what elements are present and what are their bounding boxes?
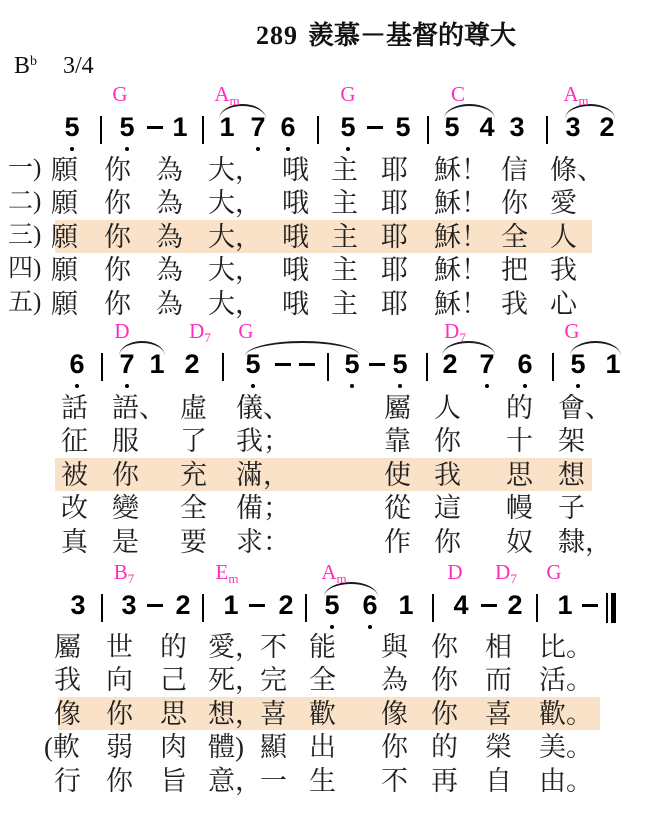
lyric-cell: 為 — [156, 222, 183, 252]
lyric-cell: 哦 — [282, 255, 309, 285]
barline — [317, 116, 319, 144]
lyric-cell: 相 — [485, 632, 512, 662]
hymn-title-text: 羨慕－基督的尊大 — [308, 21, 517, 50]
lyric-cell: 全 — [180, 493, 207, 523]
lyric-cell: 向 — [106, 665, 133, 695]
note-digit: 2 — [599, 112, 615, 142]
lyric-cell: 耶 — [381, 289, 408, 319]
lyric-cell: 穌！ — [434, 289, 488, 319]
lyric-cell: 你 — [381, 732, 408, 762]
lyric-cell: 你 — [431, 699, 458, 729]
note-digit: 3 — [121, 590, 137, 620]
note-digit: 5 — [444, 112, 460, 142]
chord-label — [214, 84, 239, 107]
lyric-cell: 像 — [381, 699, 408, 729]
lyric-cell: 你 — [434, 527, 461, 557]
lyric-cell: 屬 — [54, 632, 81, 662]
lyric-cell: 人 — [434, 393, 461, 423]
flat-symbol: b — [30, 54, 38, 69]
duration-dash — [299, 363, 315, 366]
lyric-cell: 愛 — [550, 188, 577, 218]
time-signature: 3/4 — [63, 53, 94, 79]
barline — [546, 116, 548, 144]
chord-suffix: 7 — [510, 571, 517, 586]
barline — [536, 594, 538, 622]
barline — [202, 116, 204, 144]
lyric-cell: 為 — [156, 188, 183, 218]
chord-root: C — [450, 82, 466, 106]
lyric-cell: 主 — [331, 155, 358, 185]
note-digit: 2 — [175, 590, 191, 620]
lyric-cell: 你 — [501, 188, 528, 218]
barline — [202, 594, 204, 622]
lyric-cell: 征 — [61, 426, 88, 456]
lyric-cell: 我 — [434, 460, 461, 490]
note-digit: 5 — [340, 112, 356, 142]
note-digit: 2 — [278, 590, 294, 620]
chord-label — [546, 562, 561, 585]
note-digit: 6 — [517, 349, 533, 379]
chord-suffix: m — [228, 571, 239, 586]
lyric-cell: 肉 — [160, 732, 187, 762]
octave-dot — [251, 384, 255, 388]
lyric-cell: 架 — [558, 426, 585, 456]
lyric-cell: 不 — [260, 632, 287, 662]
chord-root: D — [447, 560, 463, 584]
chord-label — [189, 321, 211, 344]
chord-label — [444, 321, 466, 344]
verse-number: 四) — [8, 255, 42, 282]
lyric-cell: 穌！ — [434, 155, 488, 185]
lyric-cell: 歡 — [309, 699, 336, 729]
lyric-cell: 願 — [51, 255, 78, 285]
lyric-cell: 我 — [550, 255, 577, 285]
note-digit: 5 — [64, 112, 80, 142]
octave-dot — [368, 625, 372, 629]
note-digit: 6 — [69, 349, 85, 379]
note-digit: 1 — [219, 112, 235, 142]
chord-label — [114, 562, 135, 585]
chord-suffix: m — [229, 93, 240, 108]
lyric-cell: 喜 — [260, 699, 287, 729]
chord-label — [451, 84, 465, 107]
lyric-cell: 的 — [160, 632, 187, 662]
lyric-cell: 你 — [431, 632, 458, 662]
lyric-cell: 屬 — [384, 393, 411, 423]
chord-label — [112, 84, 127, 107]
note-digit: 3 — [70, 590, 86, 620]
chord-root: D — [495, 560, 511, 584]
lyric-cell: 你 — [112, 460, 139, 490]
hymn-number: 289 — [256, 21, 298, 50]
lyric-cell: 奴 — [506, 527, 533, 557]
lyric-cell: 為 — [156, 289, 183, 319]
lyric-cell: 榮 — [485, 732, 512, 762]
lyric-cell: 出 — [309, 732, 336, 762]
note-digit: 7 — [250, 112, 266, 142]
barline — [305, 594, 307, 622]
key-signature — [14, 53, 94, 79]
lyric-cell: 生 — [309, 766, 336, 796]
lyric-cell: 的 — [431, 732, 458, 762]
duration-dash — [249, 604, 265, 607]
chord-label — [447, 562, 462, 585]
lyric-cell: 與 — [381, 632, 408, 662]
lyric-cell: 美。 — [539, 732, 593, 762]
final-barline-thin — [606, 593, 608, 623]
lyric-cell: 心 — [550, 289, 577, 319]
lyric-cell: 被 — [61, 460, 88, 490]
lyric-cell: 完 — [260, 665, 287, 695]
lyric-cell: 我； — [236, 426, 290, 456]
chord-label — [564, 321, 579, 344]
verse-number: 三) — [8, 222, 42, 249]
lyric-cell: 你 — [104, 155, 131, 185]
octave-dot — [485, 384, 489, 388]
barline — [101, 594, 103, 622]
lyric-cell: 想 — [558, 460, 585, 490]
lyric-cell: 由。 — [539, 766, 593, 796]
chord-root: B — [113, 560, 128, 584]
lyric-cell: 願 — [51, 188, 78, 218]
lyric-cell: 活。 — [539, 665, 593, 695]
chord-root: D — [444, 319, 460, 343]
lyric-cell: 是 — [112, 527, 139, 557]
octave-dot — [125, 384, 129, 388]
lyric-cell: 比。 — [539, 632, 593, 662]
note-digit: 5 — [119, 112, 135, 142]
lyric-cell: 死， — [208, 665, 262, 695]
lyric-cell: 全 — [309, 665, 336, 695]
verse-number: 五) — [8, 289, 42, 316]
chord-root: A — [214, 82, 230, 106]
lyric-cell: 歡。 — [539, 699, 593, 729]
lyric-cell: 像 — [54, 699, 81, 729]
octave-dot — [350, 384, 354, 388]
lyric-cell: 能 — [309, 632, 336, 662]
duration-dash — [369, 363, 385, 366]
octave-dot — [576, 384, 580, 388]
barline — [222, 353, 224, 381]
lyric-cell: 願 — [51, 155, 78, 185]
chord-root: G — [112, 82, 128, 106]
chord-root: A — [563, 82, 579, 106]
lyric-cell: 己 — [160, 665, 187, 695]
duration-dash — [275, 363, 291, 366]
note-digit: 1 — [557, 590, 573, 620]
octave-dot — [330, 625, 334, 629]
chord-root: A — [321, 560, 337, 584]
lyric-cell: 幔 — [506, 493, 533, 523]
lyric-cell: 顯 — [260, 732, 287, 762]
barline — [552, 353, 554, 381]
note-digit: 5 — [245, 349, 261, 379]
lyric-cell: 求： — [236, 527, 290, 557]
note-digit: 4 — [453, 590, 469, 620]
lyric-cell: 你 — [434, 426, 461, 456]
note-digit: 6 — [280, 112, 296, 142]
lyric-cell: 語、 — [112, 393, 166, 423]
lyric-cell: 耶 — [381, 188, 408, 218]
slur-arc — [245, 341, 360, 356]
lyric-cell: 我 — [501, 289, 528, 319]
octave-dot — [75, 384, 79, 388]
lyric-cell: 大， — [208, 289, 262, 319]
note-digit: 5 — [392, 349, 408, 379]
lyric-cell: 的 — [506, 393, 533, 423]
lyric-cell: 儀、 — [236, 393, 290, 423]
lyric-cell: 滿， — [236, 460, 290, 490]
note-digit: 5 — [344, 349, 360, 379]
lyric-cell: 改 — [61, 493, 88, 523]
lyric-cell: 把 — [501, 255, 528, 285]
lyric-cell: 信 — [501, 155, 528, 185]
note-digit: 2 — [442, 349, 458, 379]
chord-label — [321, 562, 346, 585]
lyric-cell: 旨 — [160, 766, 187, 796]
lyric-cell: 從 — [384, 493, 411, 523]
note-digit: 1 — [149, 349, 165, 379]
lyric-cell: 願 — [51, 289, 78, 319]
octave-dot — [125, 147, 129, 151]
chord-suffix: 7 — [127, 571, 135, 586]
chord-root: G — [238, 319, 254, 343]
lyric-cell: 大， — [208, 222, 262, 252]
lyric-cell: 隸， — [558, 527, 612, 557]
lyric-cell: 子 — [558, 493, 585, 523]
lyric-cell: 哦 — [282, 289, 309, 319]
note-digit: 1 — [398, 590, 414, 620]
lyric-cell: 作 — [384, 527, 411, 557]
note-digit: 5 — [570, 349, 586, 379]
lyric-cell: 會、 — [558, 393, 612, 423]
chord-label — [238, 321, 253, 344]
chord-root: D — [114, 319, 130, 343]
lyric-cell: 為 — [156, 255, 183, 285]
lyric-cell: 想， — [208, 699, 262, 729]
lyric-cell: 你 — [104, 222, 131, 252]
lyric-cell: 不 — [381, 766, 408, 796]
octave-dot — [398, 384, 402, 388]
lyric-cell: 一 — [260, 766, 287, 796]
lyric-cell: 意， — [208, 766, 262, 796]
lyric-cell: 喜 — [485, 699, 512, 729]
lyric-cell: 為 — [156, 155, 183, 185]
octave-dot — [256, 147, 260, 151]
duration-dash — [481, 604, 497, 607]
chord-label — [216, 562, 239, 585]
verse-number: 一) — [8, 155, 42, 182]
lyric-cell: 十 — [506, 426, 533, 456]
lyric-cell: 主 — [331, 188, 358, 218]
chord-label — [495, 562, 517, 585]
barline — [426, 353, 428, 381]
chord-suffix: 7 — [204, 330, 211, 345]
note-digit: 6 — [362, 590, 378, 620]
final-barline-thick — [611, 593, 616, 623]
octave-dot — [286, 147, 290, 151]
duration-dash — [582, 604, 598, 607]
lyric-cell: 你 — [106, 699, 133, 729]
lyric-cell: 主 — [331, 255, 358, 285]
lyric-cell: 大， — [208, 155, 262, 185]
octave-dot — [346, 147, 350, 151]
lyric-cell: 變 — [112, 493, 139, 523]
lyric-cell: 耶 — [381, 222, 408, 252]
lyric-cell: 體) — [208, 732, 244, 762]
chord-root: G — [546, 560, 562, 584]
lyric-cell: 靠 — [384, 426, 411, 456]
lyric-cell: 了 — [180, 426, 207, 456]
lyric-cell: 而 — [485, 665, 512, 695]
chord-root: D — [189, 319, 205, 343]
key-letter: B — [14, 53, 31, 79]
chord-root: G — [564, 319, 580, 343]
lyric-cell: 我 — [54, 665, 81, 695]
lyric-cell: 穌！ — [434, 255, 488, 285]
note-digit: 3 — [565, 112, 581, 142]
lyric-cell: 話 — [61, 393, 88, 423]
lyric-cell: 使 — [384, 460, 411, 490]
lyric-cell: 你 — [106, 766, 133, 796]
lyric-cell: 哦 — [282, 222, 309, 252]
note-digit: 1 — [223, 590, 239, 620]
lyric-cell: 充 — [180, 460, 207, 490]
lyric-cell: 主 — [331, 289, 358, 319]
lyric-cell: 弱 — [106, 732, 133, 762]
chord-label — [114, 321, 129, 344]
barline — [432, 594, 434, 622]
octave-dot — [523, 384, 527, 388]
note-digit: 5 — [395, 112, 411, 142]
lyric-cell: 自 — [485, 766, 512, 796]
lyric-cell: 服 — [112, 426, 139, 456]
chord-suffix: m — [578, 93, 589, 108]
lyric-cell: 穌！ — [434, 188, 488, 218]
lyric-cell: 人 — [550, 222, 577, 252]
chord-label — [340, 84, 355, 107]
note-digit: 1 — [172, 112, 188, 142]
lyric-cell: 哦 — [282, 188, 309, 218]
note-digit: 7 — [479, 349, 495, 379]
lyric-cell: 大， — [208, 255, 262, 285]
lyric-cell: 要 — [180, 527, 207, 557]
lyric-cell: 世 — [106, 632, 133, 662]
lyric-cell: 哦 — [282, 155, 309, 185]
lyric-cell: 真 — [61, 527, 88, 557]
lyric-cell: 穌！ — [434, 222, 488, 252]
page-title — [256, 22, 516, 51]
chord-suffix: m — [336, 571, 347, 586]
lyric-cell: 思 — [506, 460, 533, 490]
barline — [101, 353, 103, 381]
lyric-cell: 為 — [381, 665, 408, 695]
duration-dash — [147, 604, 163, 607]
lyric-cell: 耶 — [381, 255, 408, 285]
note-digit: 3 — [509, 112, 525, 142]
octave-dot — [70, 147, 74, 151]
lyric-cell: 備； — [236, 493, 290, 523]
lyric-cell: 再 — [431, 766, 458, 796]
lyric-cell: 你 — [431, 665, 458, 695]
lyric-cell: 思 — [160, 699, 187, 729]
note-digit: 4 — [479, 112, 495, 142]
chord-label — [563, 84, 588, 107]
lyric-cell: 願 — [51, 222, 78, 252]
lyric-cell: 這 — [434, 493, 461, 523]
lyric-cell: 你 — [104, 289, 131, 319]
lyric-cell: 你 — [104, 255, 131, 285]
note-digit: 5 — [324, 590, 340, 620]
note-digit: 7 — [119, 349, 135, 379]
barline — [427, 116, 429, 144]
lyric-cell: (軟 — [44, 732, 80, 762]
chord-suffix: 7 — [459, 330, 466, 345]
note-digit: 1 — [605, 349, 621, 379]
chord-root: G — [340, 82, 356, 106]
barline — [100, 116, 102, 144]
lyric-cell: 大， — [208, 188, 262, 218]
lyric-cell: 全 — [501, 222, 528, 252]
lyric-cell: 行 — [54, 766, 81, 796]
duration-dash — [147, 126, 163, 129]
verse-number: 二) — [8, 188, 42, 215]
lyric-cell: 虛 — [180, 393, 207, 423]
lyric-cell: 你 — [104, 188, 131, 218]
chord-root: E — [215, 560, 229, 584]
duration-dash — [367, 126, 383, 129]
lyric-cell: 主 — [331, 222, 358, 252]
lyric-cell: 耶 — [381, 155, 408, 185]
note-digit: 2 — [507, 590, 523, 620]
lyric-cell: 愛， — [208, 632, 262, 662]
note-digit: 2 — [184, 349, 200, 379]
barline — [327, 353, 329, 381]
lyric-cell: 條、 — [550, 155, 604, 185]
